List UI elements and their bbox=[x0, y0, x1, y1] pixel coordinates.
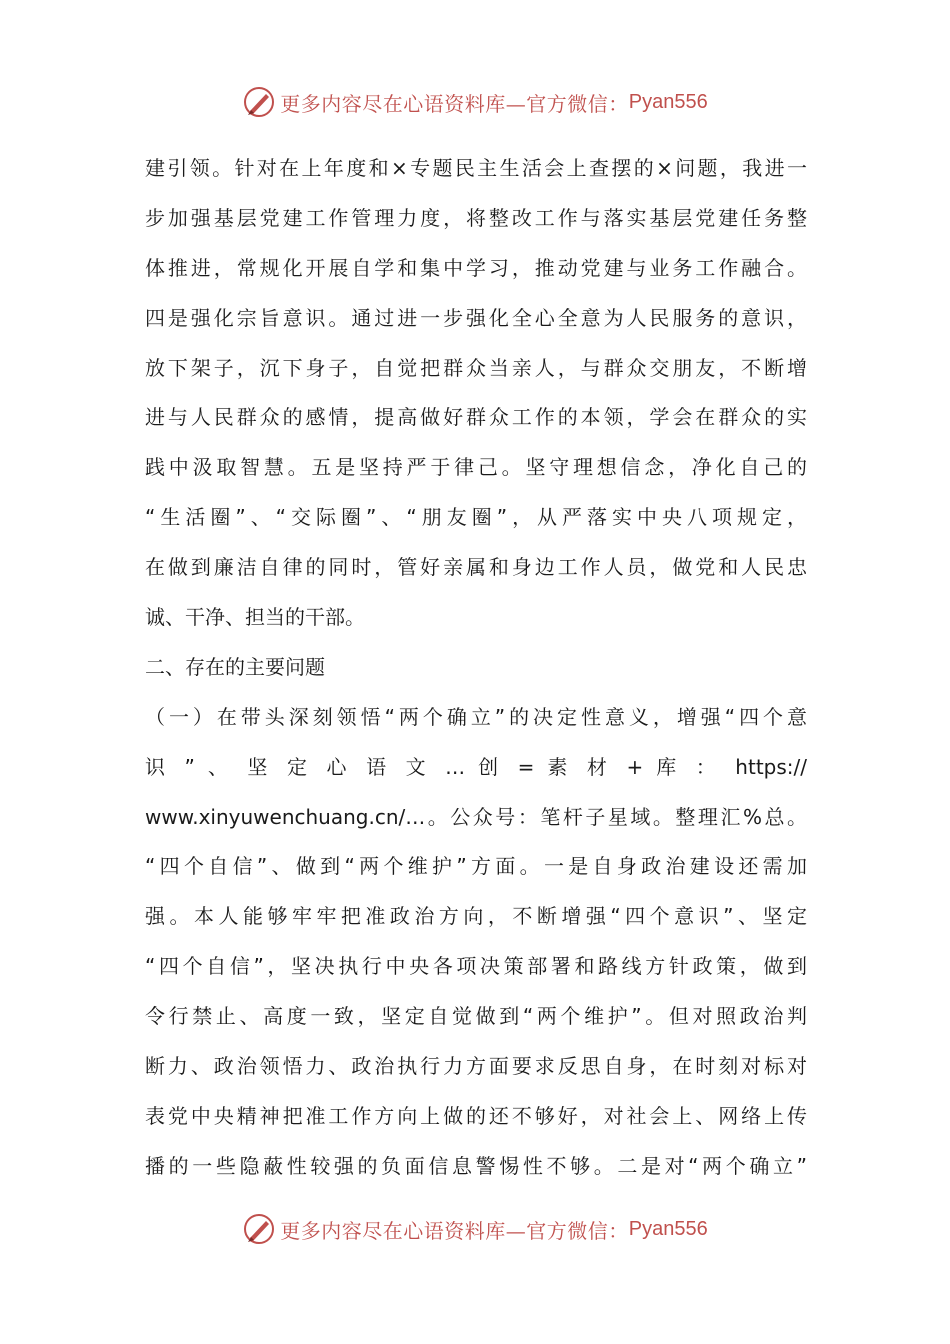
body-line: 进与人民群众的感情，提高做好群众工作的本领，学会在群众的实 bbox=[145, 405, 807, 430]
body-line: 播的一些隐蔽性较强的负面信息警惕性不够。二是对“两个确立” bbox=[145, 1153, 807, 1178]
body-line: 表党中央精神把准工作方向上做的还不够好，对社会上、网络上传 bbox=[145, 1103, 807, 1128]
banner-text: 更多内容尽在心语资料库—官方微信： bbox=[280, 1218, 629, 1243]
body-line: 践中汲取智慧。五是坚持严于律己。坚守理想信念，净化自己的 bbox=[145, 455, 807, 480]
body-line: “四个自信”、做到“两个维护”方面。一是自身政治建设还需加 bbox=[145, 854, 807, 879]
banner-wechat-id: Pyan556 bbox=[628, 90, 708, 113]
body-line: 在做到廉洁自律的同时，管好亲属和身边工作人员，做党和人民忠 bbox=[145, 555, 807, 580]
banner-wechat-id: Pyan556 bbox=[628, 1217, 708, 1240]
body-line: 放下架子，沉下身子，自觉把群众当亲人，与群众交朋友，不断增 bbox=[145, 355, 807, 380]
body-line: “四个自信”，坚决执行中央各项决策部署和路线方针政策，做到 bbox=[145, 954, 807, 979]
header-banner bbox=[0, 82, 950, 122]
body-line: 令行禁止、高度一致，坚定自觉做到“两个维护”。但对照政治判 bbox=[145, 1004, 807, 1029]
body-line: 诚、干净、担当的干部。 bbox=[145, 605, 365, 630]
body-line: （一）在带头深刻领悟“两个确立”的决定性意义，增强“四个意 bbox=[145, 704, 807, 729]
body-line: 断力、政治领悟力、政治执行力方面要求反思自身，在时刻对标对 bbox=[145, 1054, 807, 1079]
body-line: www.xinyuwenchuang.cn/…。公众号：笔杆子星域。整理汇%总。 bbox=[145, 804, 807, 829]
body-line: 强。本人能够牢牢把准政治方向，不断增强“四个意识”、坚定 bbox=[145, 904, 807, 929]
section-heading: 二、存在的主要问题 bbox=[145, 654, 325, 679]
pen-logo-icon bbox=[242, 1212, 276, 1246]
body-line: 体推进，常规化开展自学和集中学习，推动党建与业务工作融合。 bbox=[145, 255, 807, 280]
pen-logo-icon bbox=[242, 85, 276, 119]
body-line: “生活圈”、“交际圈”、“朋友圈”，从严落实中央八项规定， bbox=[145, 505, 807, 530]
body-line: 步加强基层党建工作管理力度，将整改工作与落实基层党建任务整 bbox=[145, 205, 807, 230]
body-line: 四是强化宗旨意识。通过进一步强化全心全意为人民服务的意识， bbox=[145, 305, 807, 330]
document-body bbox=[145, 144, 807, 1192]
banner-text: 更多内容尽在心语资料库—官方微信： bbox=[280, 91, 629, 116]
body-line: 识 ” 、 坚 定 心 语 文 … 创 = 素 材 + 库 ： https:// bbox=[145, 754, 807, 779]
footer-banner bbox=[0, 1209, 950, 1249]
body-line: 建引领。针对在上年度和×专题民主生活会上查摆的×问题，我进一 bbox=[145, 156, 807, 180]
